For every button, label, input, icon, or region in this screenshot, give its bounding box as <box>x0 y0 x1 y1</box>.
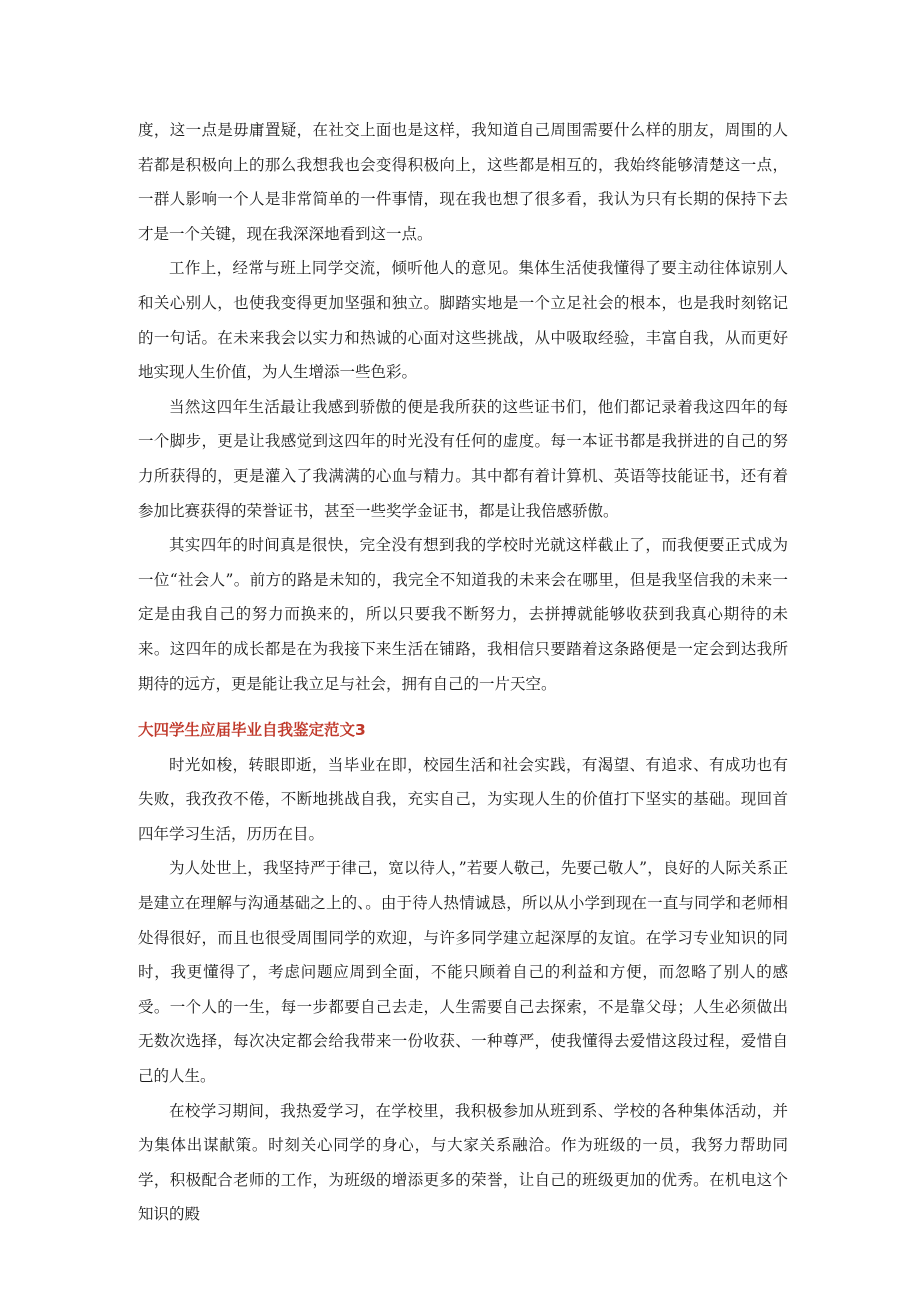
paragraph-time-flies: 时光如梭，转眼即逝，当毕业在即，校园生活和社会实践，有渴望、有追求、有成功也有失败，我孜孜不倦，不断地挑战自我，充实自己，为实现人生的价值打下坚实的基础。现回首四年学习生活，历历在目。 <box>138 755 788 843</box>
paragraph-future: 其实四年的时间真是很快，完全没有想到我的学校时光就这样截止了，而我便要正式成为一位“社会人”。前方的路是未知的，我完全不知道我的未来会在哪里，但是我坚信我的未来一定是由我自己的努力而换来的，所以只要我不断努力，去拼搏就能够收获到我真心期待的未来。这四年的成长都是在为我接下来生活在铺路，我相信只要踏着这条路便是一定会到达我所期待的远方，更是能让我立足与社会，拥有自己的一片天空。 <box>138 536 788 693</box>
paragraph-continued: 度，这一点是毋庸置疑，在社交上面也是这样，我知道自己周围需要什么样的朋友，周围的人若都是积极向上的那么我想我也会变得积极向上，这些都是相互的，我始终能够清楚这一点，一群人影响一个人是非常简单的一件事情，现在我也想了很多看，我认为只有长期的保持下去才是一个关键，现在我深深地看到这一点。 <box>138 121 788 243</box>
paragraph-work: 工作上，经常与班上同学交流，倾听他人的意见。集体生活使我懂得了要主动往体谅别人和关心别人，也使我变得更加坚强和独立。脚踏实地是一个立足社会的根本，也是我时刻铭记的一句话。在未来我会以实力和热诚的心面对这些挑战，从中吸取经验，丰富自我，从而更好地实现人生价值，为人生增添一些色彩。 <box>138 259 788 382</box>
section-heading[interactable]: 大四学生应届毕业自我鉴定范文3 <box>138 721 366 740</box>
document-body <box>138 113 788 1232</box>
paragraph-study: 在校学习期间，我热爱学习，在学校里，我积极参加从班到系、学校的各种集体活动，并为集体出谋献策。时刻关心同学的身心，与大家关系融洽。作为班级的一员，我努力帮助同学，积极配合老师的工作，为班级的增添更多的荣誉，让自己的班级更加的优秀。在机电这个知识的殿 <box>138 1101 788 1224</box>
paragraph-certificates: 当然这四年生活最让我感到骄傲的便是我所获的这些证书们，他们都记录着我这四年的每一个脚步，更是让我感觉到这四年的时光没有任何的虚度。每一本证书都是我拼进的自己的努力所获得的，更是灌入了我满满的心血与精力。其中都有着计算机、英语等技能证书，还有着参加比赛获得的荣誉证书，甚至一些奖学金证书，都是让我倍感骄傲。 <box>138 397 788 520</box>
paragraph-conduct: 为人处世上，我坚持严于律己，宽以待人，”若要人敬己，先要己敬人”，良好的人际关系正是建立在理解与沟通基础之上的、。由于待人热情诚恳，所以从小学到现在一直与同学和老师相处得很好，而且也很受周围同学的欢迎，与许多同学建立起深厚的友谊。在学习专业知识的同时，我更懂得了，考虑问题应周到全面，不能只顾着自己的利益和方便，而忽略了别人的感受。一个人的一生，每一步都要自己去走，人生需要自己去探索，不是靠父母；人生必须做出无数次选择，每次决定都会给我带来一份收获、一种尊严，使我懂得去爱惜这段过程，爱惜自己的人生。 <box>138 859 788 1086</box>
